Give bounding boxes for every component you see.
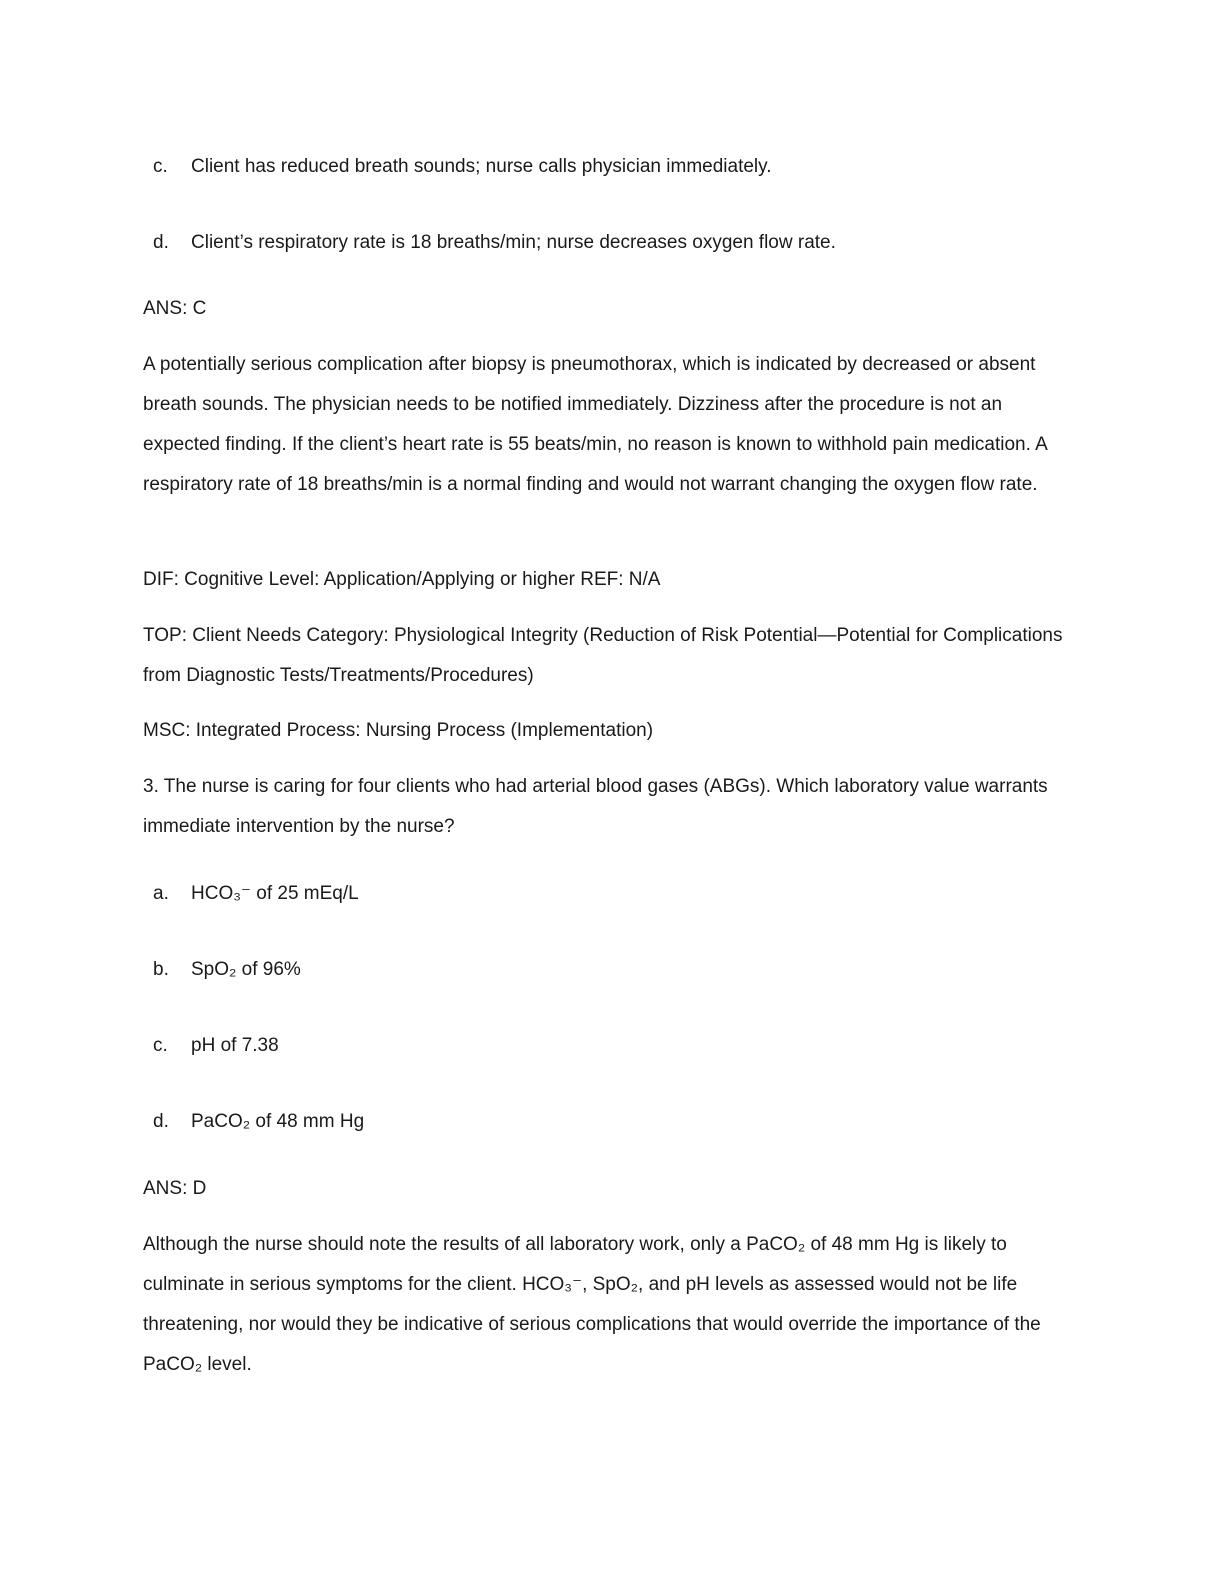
question-stem: 3. The nurse is caring for four clients who had arterial blood gases (ABGs). Which laboratory value warrants immediate intervention by the nurse? xyxy=(143,776,1048,837)
option-letter: d. xyxy=(153,1111,169,1132)
option-c xyxy=(153,1032,1053,1060)
option-d xyxy=(153,1108,1053,1136)
option-text: PaCO₂ of 48 mm Hg xyxy=(191,1111,365,1132)
answer-line: ANS: C xyxy=(143,298,207,319)
option-d xyxy=(153,229,1053,257)
option-text: Client’s respiratory rate is 18 breaths/min; nurse decreases oxygen flow rate. xyxy=(191,232,836,253)
option-text: pH of 7.38 xyxy=(191,1035,279,1056)
option-letter: c. xyxy=(153,1035,168,1056)
rationale-paragraph: Although the nurse should note the results of all laboratory work, only a PaCO₂ of 48 mm Hg is likely to culminate in serious symptoms for the client. HCO₃⁻, SpO₂, and pH levels as assessed would not be life threatening, nor would they be indicative of serious complications that would override the importance of the PaCO₂ level. xyxy=(143,1234,1041,1375)
rationale-paragraph: A potentially serious complication after biopsy is pneumothorax, which is indicated by decreased or absent breath sounds. The physician needs to be notified immediately. Dizziness after the procedure is not an expected finding. If the client’s heart rate is 55 beats/min, no reason is known to withhold pain medication. A respiratory rate of 18 breaths/min is a normal finding and would not warrant changing the oxygen flow rate. xyxy=(143,354,1047,495)
topic-paragraph: TOP: Client Needs Category: Physiological Integrity (Reduction of Risk Potential—Potential for Complications from Diagnostic Tests/Treatments/Procedures) xyxy=(143,625,1063,686)
option-letter: d. xyxy=(153,232,169,253)
option-text: HCO₃⁻ of 25 mEq/L xyxy=(191,883,359,904)
option-letter: a. xyxy=(153,883,169,904)
option-letter: c. xyxy=(153,156,168,177)
msc-line: MSC: Integrated Process: Nursing Process (Implementation) xyxy=(143,720,654,741)
option-text: SpO₂ of 96% xyxy=(191,959,301,980)
answer-line: ANS: D xyxy=(143,1178,207,1199)
option-letter: b. xyxy=(153,959,169,980)
difficulty-line: DIF: Cognitive Level: Application/Applying or higher REF: N/A xyxy=(143,569,661,590)
option-a xyxy=(153,880,1053,908)
option-text: Client has reduced breath sounds; nurse calls physician immediately. xyxy=(191,156,772,177)
option-c xyxy=(153,153,1053,181)
option-b xyxy=(153,956,1053,984)
